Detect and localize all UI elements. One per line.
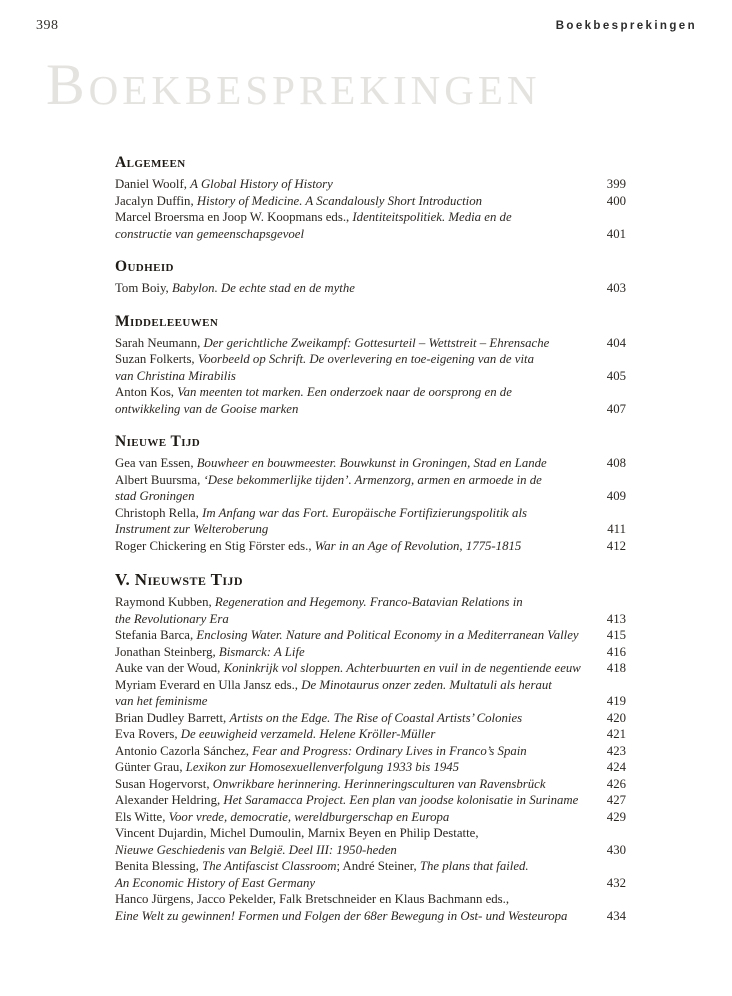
entry-author: Roger Chickering en Stig Förster eds., bbox=[115, 538, 315, 553]
toc-entry bbox=[115, 809, 626, 826]
entry-page-number: 424 bbox=[606, 760, 626, 774]
entry-author: Brian Dudley Barrett, bbox=[115, 710, 230, 725]
entry-page-number: 434 bbox=[606, 908, 626, 923]
entry-text bbox=[115, 280, 592, 297]
toc-entry bbox=[115, 776, 626, 793]
entry-page-number: 399 bbox=[606, 177, 626, 191]
entry-page-number: 407 bbox=[606, 401, 626, 416]
entry-title: Babylon. De echte stad en de mythe bbox=[171, 281, 355, 295]
entry-author: Jacalyn Duffin, bbox=[115, 193, 197, 208]
toc-entry bbox=[115, 858, 626, 891]
entry-line bbox=[115, 505, 592, 522]
entry-text bbox=[115, 505, 592, 538]
entry-line bbox=[115, 842, 592, 859]
entry-author: Sarah Neumann, bbox=[115, 335, 204, 350]
entry-title: War in an Age of Revolution, 1775-1815 bbox=[314, 538, 522, 553]
entry-text bbox=[115, 825, 592, 858]
entry-title: Lexikon zur Homosexuellenverfolgung 1933 bis 1945 bbox=[185, 760, 460, 774]
entry-author: Suzan Folkerts, bbox=[115, 352, 198, 366]
entry-author: Albert Buursma, bbox=[115, 472, 204, 487]
entry-text bbox=[115, 193, 592, 210]
entry-page-number: 419 bbox=[606, 694, 626, 708]
toc-entry bbox=[115, 726, 626, 743]
toc-entry bbox=[115, 627, 626, 644]
running-header bbox=[36, 18, 697, 34]
entry-text bbox=[115, 809, 592, 826]
entry-title: Onwrikbare herinnering. Herinneringsculturen van Ravensbrück bbox=[212, 776, 546, 791]
entry-line bbox=[115, 384, 592, 401]
entry-title: The plans that failed. bbox=[419, 859, 529, 873]
toc-entry bbox=[115, 472, 626, 505]
toc-entry bbox=[115, 505, 626, 538]
entry-author: Gea van Essen, bbox=[115, 456, 197, 470]
entry-page-number: 427 bbox=[606, 793, 626, 807]
entry-text bbox=[115, 538, 592, 555]
entry-line bbox=[115, 401, 592, 418]
toc-entry bbox=[115, 209, 626, 242]
entry-line bbox=[115, 538, 592, 555]
toc-entry bbox=[115, 538, 626, 555]
entry-page-number: 408 bbox=[606, 456, 626, 470]
entry-page-number: 403 bbox=[606, 281, 626, 295]
toc-entry bbox=[115, 759, 626, 776]
entry-title: Enclosing Water. Nature and Political Economy in a Mediterranean Valley bbox=[196, 628, 579, 642]
entry-line bbox=[115, 677, 592, 694]
toc-section-v-nieuwste-tijd bbox=[115, 568, 626, 924]
entry-author: Eva Rovers, bbox=[115, 727, 181, 741]
entry-line bbox=[115, 644, 592, 661]
entry-line bbox=[115, 280, 592, 297]
entry-text bbox=[115, 176, 592, 193]
entry-line bbox=[115, 351, 592, 368]
entry-author: Günter Grau, bbox=[115, 760, 186, 774]
entry-line bbox=[115, 825, 592, 842]
entry-author: Myriam Everard en Ulla Jansz eds., bbox=[115, 677, 302, 692]
folio-page-number: 398 bbox=[36, 18, 59, 33]
entry-line bbox=[115, 193, 592, 210]
entry-author: Anton Kos, bbox=[115, 385, 178, 399]
entry-text bbox=[115, 792, 592, 809]
entry-author: Tom Boiy, bbox=[115, 281, 172, 295]
entry-line bbox=[115, 792, 592, 809]
entry-text bbox=[115, 472, 592, 505]
entry-page-number: 411 bbox=[607, 522, 626, 536]
entry-title: An Economic History of East Germany bbox=[115, 875, 316, 890]
entry-text bbox=[115, 743, 592, 760]
entry-line bbox=[115, 521, 592, 538]
entry-line bbox=[115, 891, 592, 908]
entry-text bbox=[115, 594, 592, 627]
entry-author: ; André Steiner, bbox=[336, 859, 420, 873]
toc-entry bbox=[115, 335, 626, 352]
toc-section-algemeen bbox=[115, 152, 626, 242]
entry-line bbox=[115, 908, 592, 925]
entry-title: De eeuwigheid verzameld. Helene Kröller-Müller bbox=[180, 727, 436, 741]
section-heading: Middeleeuwen bbox=[115, 312, 219, 330]
entry-title: Im Anfang war das Fort. Europäische Fortifizierungspolitik als bbox=[202, 505, 527, 520]
toc-entry bbox=[115, 825, 626, 858]
entry-line bbox=[115, 209, 592, 226]
table-of-contents bbox=[115, 152, 626, 924]
entry-text bbox=[115, 351, 592, 384]
entry-author: Benita Blessing, bbox=[115, 859, 203, 873]
entry-author: Marcel Broersma en Joop W. Koopmans eds., bbox=[115, 210, 353, 224]
entry-page-number: 432 bbox=[606, 875, 626, 890]
entry-title: Instrument zur Welteroberung bbox=[115, 522, 269, 536]
toc-entry bbox=[115, 594, 626, 627]
entry-title: Der gerichtliche Zweikampf: Gottesurteil – Wettstreit – Ehrensache bbox=[203, 335, 550, 350]
entry-line bbox=[115, 776, 592, 793]
entry-page-number: 400 bbox=[606, 193, 626, 208]
entry-title: The Antifascist Classroom bbox=[202, 859, 337, 873]
entry-title: Identiteitspolitiek. Media en de bbox=[352, 210, 512, 224]
entry-title: Nieuwe Geschiedenis van België. Deel III: 1950-heden bbox=[115, 842, 397, 857]
entry-text bbox=[115, 384, 592, 417]
entry-line bbox=[115, 693, 592, 710]
section-heading: V. Nieuwste Tijd bbox=[115, 570, 243, 589]
entry-author: Stefania Barca, bbox=[115, 628, 197, 642]
entry-author: Hanco Jürgens, Jacco Pekelder, Falk Bretschneider en Klaus Bachmann eds., bbox=[115, 892, 510, 906]
page-title: Boekbesprekingen bbox=[46, 52, 541, 117]
entry-title: the Revolutionary Era bbox=[115, 611, 229, 626]
entry-text bbox=[115, 455, 592, 472]
entry-line bbox=[115, 455, 592, 472]
entry-title: Voor vrede, democratie, wereldburgerschap en Europa bbox=[168, 809, 450, 824]
entry-line bbox=[115, 472, 592, 489]
entry-author: Raymond Kubben, bbox=[115, 595, 215, 609]
entry-page-number: 423 bbox=[606, 743, 626, 758]
entry-text bbox=[115, 759, 592, 776]
entry-line bbox=[115, 368, 592, 385]
section-heading: Nieuwe Tijd bbox=[115, 433, 201, 450]
entry-line bbox=[115, 594, 592, 611]
entry-page-number: 401 bbox=[606, 226, 626, 241]
entry-page-number: 412 bbox=[606, 538, 626, 553]
running-title: Boekbesprekingen bbox=[555, 20, 697, 32]
entry-page-number: 409 bbox=[606, 489, 626, 503]
toc-entry bbox=[115, 660, 626, 677]
toc-entry bbox=[115, 891, 626, 924]
entry-line bbox=[115, 660, 592, 677]
entry-page-number: 404 bbox=[606, 335, 626, 350]
entry-title: van het feminisme bbox=[115, 694, 208, 708]
entry-text bbox=[115, 660, 592, 677]
entry-title: ‘Dese bekommerlijke tijden’. Armenzorg, armen en armoede in de bbox=[203, 472, 542, 487]
entry-line bbox=[115, 488, 592, 505]
entry-page-number: 413 bbox=[606, 611, 626, 626]
entry-title: Fear and Progress: Ordinary Lives in Franco’s Spain bbox=[252, 743, 527, 758]
entry-author: Auke van der Woud, bbox=[115, 661, 224, 675]
toc-entry bbox=[115, 710, 626, 727]
entry-author: Jonathan Steinberg, bbox=[115, 644, 219, 659]
section-heading: Oudheid bbox=[115, 258, 174, 275]
toc-entry bbox=[115, 455, 626, 472]
entry-line bbox=[115, 627, 592, 644]
entry-text bbox=[115, 891, 592, 924]
entry-page-number: 421 bbox=[606, 727, 626, 741]
section-heading: Algemeen bbox=[115, 154, 186, 171]
entry-line bbox=[115, 226, 592, 243]
entry-line bbox=[115, 858, 592, 875]
toc-entry bbox=[115, 644, 626, 661]
entry-text bbox=[115, 335, 592, 352]
toc-section-nieuwe-tijd bbox=[115, 431, 626, 554]
entry-page-number: 415 bbox=[606, 628, 626, 642]
entry-page-number: 426 bbox=[606, 776, 626, 791]
entry-title: Eine Welt zu gewinnen! Formen und Folgen der 68er Bewegung in Ost- und Westeuropa bbox=[115, 908, 568, 923]
entry-text bbox=[115, 858, 592, 891]
entry-page-number: 430 bbox=[606, 842, 626, 857]
entry-page-number: 416 bbox=[606, 644, 626, 659]
entry-author: Els Witte, bbox=[115, 809, 169, 824]
entry-title: Bouwheer en bouwmeester. Bouwkunst in Groningen, Stad en Lande bbox=[196, 456, 547, 470]
entry-title: Bismarck: A Life bbox=[218, 644, 305, 659]
entry-title: van Christina Mirabilis bbox=[115, 368, 236, 383]
entry-title: Van meenten tot marken. Een onderzoek naar de oorsprong en de bbox=[177, 385, 512, 399]
entry-text bbox=[115, 677, 592, 710]
entry-page-number: 420 bbox=[606, 710, 626, 725]
entry-author: Antonio Cazorla Sánchez, bbox=[115, 743, 253, 758]
entry-text bbox=[115, 710, 592, 727]
entry-title: Het Saramacca Project. Een plan van joodse kolonisatie in Suriname bbox=[223, 793, 579, 807]
toc-entry bbox=[115, 384, 626, 417]
entry-text bbox=[115, 726, 592, 743]
entry-text bbox=[115, 776, 592, 793]
entry-title: Koninkrijk vol sloppen. Achterbuurten en vuil in de negentiende eeuw bbox=[223, 661, 581, 675]
entry-page-number: 405 bbox=[606, 368, 626, 383]
entry-text bbox=[115, 644, 592, 661]
entry-text bbox=[115, 627, 592, 644]
entry-line bbox=[115, 335, 592, 352]
toc-entry bbox=[115, 176, 626, 193]
toc-entry bbox=[115, 351, 626, 384]
entry-text bbox=[115, 209, 592, 242]
entry-title: History of Medicine. A Scandalously Short Introduction bbox=[196, 193, 483, 208]
entry-author: Alexander Heldring, bbox=[115, 793, 224, 807]
entry-page-number: 418 bbox=[606, 661, 626, 675]
toc-section-oudheid bbox=[115, 256, 626, 297]
entry-page-number: 429 bbox=[606, 809, 626, 824]
entry-line bbox=[115, 759, 592, 776]
toc-entry bbox=[115, 677, 626, 710]
entry-author: Susan Hogervorst, bbox=[115, 776, 213, 791]
entry-title: constructie van gemeenschapsgevoel bbox=[115, 226, 305, 241]
entry-line bbox=[115, 875, 592, 892]
toc-entry bbox=[115, 193, 626, 210]
toc-entry bbox=[115, 280, 626, 297]
entry-title: Voorbeeld op Schrift. De overlevering en toe-eigening van de vita bbox=[197, 352, 534, 366]
entry-title: De Minotaurus onzer zeden. Multatuli als heraut bbox=[301, 677, 552, 692]
entry-author: Daniel Woolf, bbox=[115, 177, 191, 191]
entry-line bbox=[115, 710, 592, 727]
entry-title: Artists on the Edge. The Rise of Coastal Artists’ Colonies bbox=[229, 710, 523, 725]
entry-title: A Global History of History bbox=[190, 177, 333, 191]
entry-line bbox=[115, 611, 592, 628]
entry-line bbox=[115, 176, 592, 193]
entry-line bbox=[115, 726, 592, 743]
toc-entry bbox=[115, 743, 626, 760]
toc-section-middeleeuwen bbox=[115, 311, 626, 418]
entry-author: Vincent Dujardin, Michel Dumoulin, Marnix Beyen en Philip Destatte, bbox=[115, 826, 479, 840]
entry-line bbox=[115, 809, 592, 826]
entry-title: stad Groningen bbox=[115, 489, 195, 503]
entry-title: ontwikkeling van de Gooise marken bbox=[115, 401, 299, 416]
toc-entry bbox=[115, 792, 626, 809]
entry-line bbox=[115, 743, 592, 760]
entry-title: Regeneration and Hegemony. Franco-Batavian Relations in bbox=[214, 595, 523, 609]
entry-author: Christoph Rella, bbox=[115, 505, 203, 520]
